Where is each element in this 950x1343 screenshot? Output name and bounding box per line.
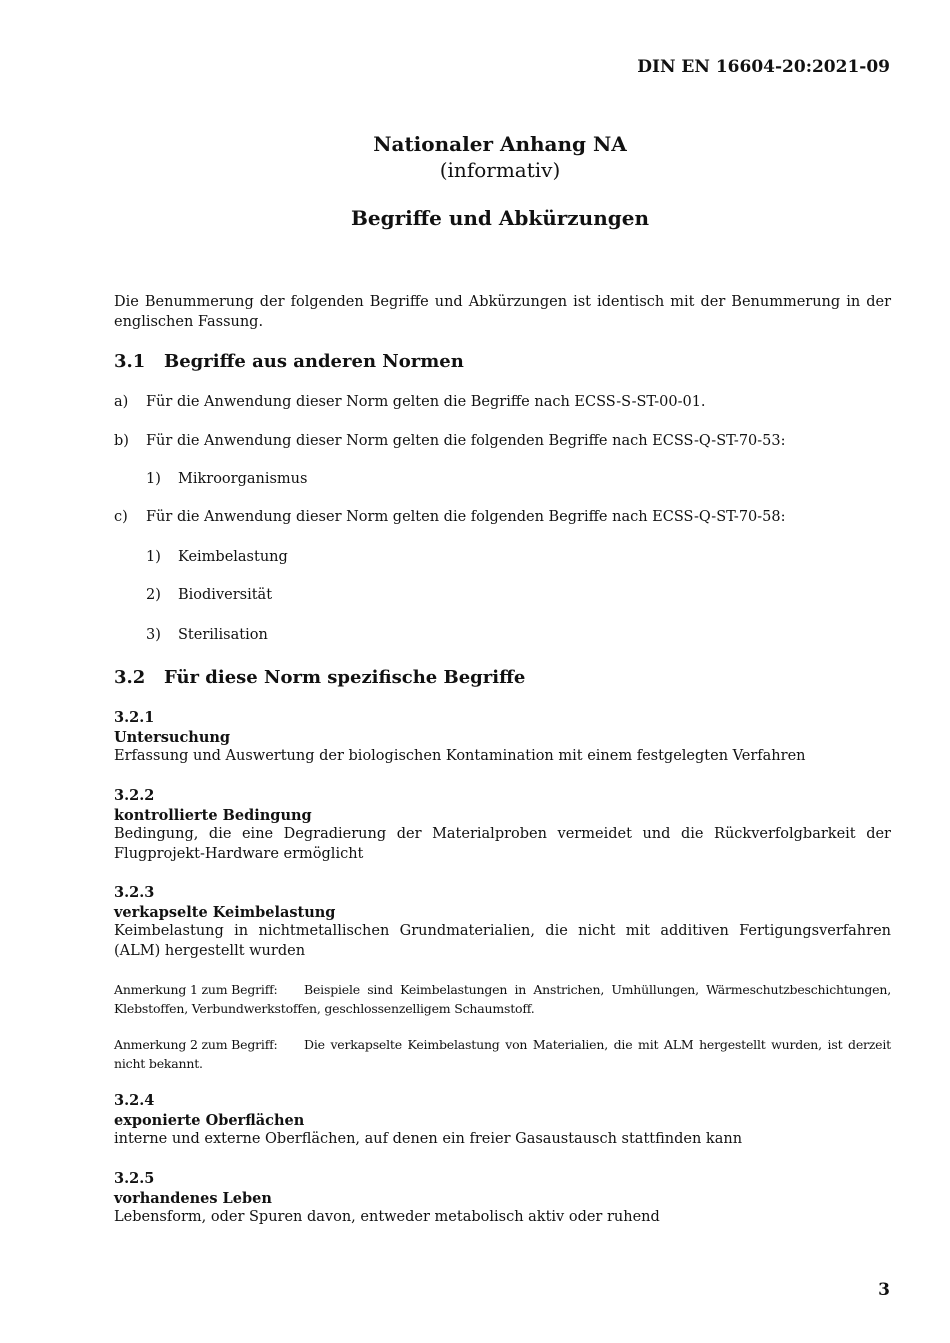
note-text: Beispiele sind Keimbelastungen in Anstrichen, Umhüllungen, Wärmeschutzbeschichtungen, Klebstoffen, Verbundwerkstoffen, geschlossenzelligem Schaumstoff. <box>114 982 891 1016</box>
term-entry <box>114 883 891 961</box>
section-3-1-heading <box>114 351 464 372</box>
list-marker: 2) <box>146 587 161 603</box>
term-definition: Keimbelastung in nichtmetallischen Grundmaterialien, die nicht mit additiven Fertigungsverfahren (ALM) hergestellt wurden <box>114 923 891 959</box>
document-id: DIN EN 16604-20:2021-09 <box>637 57 890 77</box>
term-number: 3.2.4 <box>114 1092 155 1109</box>
term-name: vorhandenes Leben <box>114 1189 272 1207</box>
term-number: 3.2.1 <box>114 709 155 726</box>
list-marker: c) <box>114 509 128 525</box>
term-name: Untersuchung <box>114 728 231 746</box>
term-number: 3.2.2 <box>114 787 155 804</box>
term-definition: Bedingung, die eine Degradierung der Materialproben vermeidet und die Rückverfolgbarkeit der Flugprojekt-Hardware ermöglicht <box>114 826 891 862</box>
list-item <box>146 627 268 643</box>
term-note <box>114 1036 891 1073</box>
term-definition: Erfassung und Auswertung der biologischen Kontamination mit einem festgelegten Verfahren <box>114 748 806 764</box>
list-marker: 3) <box>146 627 161 643</box>
list-marker: 1) <box>146 549 161 565</box>
term-name: exponierte Oberflächen <box>114 1111 305 1129</box>
list-marker: a) <box>114 394 129 410</box>
list-item <box>114 509 786 525</box>
list-text: Für die Anwendung dieser Norm gelten die folgenden Begriffe nach ECSS-Q-ST-70-58: <box>146 509 786 525</box>
term-entry <box>114 1091 891 1150</box>
list-text: Für die Anwendung dieser Norm gelten die Begriffe nach ECSS-S-ST-00-01. <box>146 394 706 410</box>
section-number: 3.2 <box>114 667 146 688</box>
section-number: 3.1 <box>114 351 146 372</box>
term-note <box>114 981 891 1018</box>
term-number: 3.2.3 <box>114 884 155 901</box>
term-definition: interne und externe Oberflächen, auf denen ein freier Gasaustausch stattfinden kann <box>114 1131 743 1147</box>
list-marker: 1) <box>146 471 161 487</box>
term-entry <box>114 708 891 767</box>
term-definition: Lebensform, oder Spuren davon, entweder metabolisch aktiv oder ruhend <box>114 1209 660 1225</box>
list-text: Biodiversität <box>178 587 273 603</box>
annex-heading: Begriffe und Abkürzungen <box>350 206 649 230</box>
term-name: verkapselte Keimbelastung <box>114 903 336 921</box>
list-text: Mikroorganismus <box>178 471 308 487</box>
term-number: 3.2.5 <box>114 1170 155 1187</box>
list-item <box>146 587 272 603</box>
list-item <box>114 394 706 410</box>
intro-paragraph: Die Benummerung der folgenden Begriffe und Abkürzungen ist identisch mit der Benummerung in der englischen Fassung. <box>114 294 891 330</box>
list-item <box>146 471 307 487</box>
annex-subtitle: (informativ) <box>439 158 561 182</box>
list-text: Keimbelastung <box>178 549 288 565</box>
note-label: Anmerkung 1 zum Begriff: <box>114 982 278 997</box>
term-entry <box>114 1169 891 1228</box>
list-item <box>146 549 288 565</box>
note-text: Die verkapselte Keimbelastung von Materialien, die mit ALM hergestellt wurden, ist derzeit nicht bekannt. <box>114 1037 891 1071</box>
note-label: Anmerkung 2 zum Begriff: <box>114 1037 278 1052</box>
term-entry <box>114 786 891 864</box>
section-3-2-heading <box>114 667 525 688</box>
list-item <box>114 433 786 449</box>
page-number: 3 <box>878 1280 890 1300</box>
term-name: kontrollierte Bedingung <box>114 806 312 824</box>
list-marker: b) <box>114 433 129 449</box>
list-text: Für die Anwendung dieser Norm gelten die folgenden Begriffe nach ECSS-Q-ST-70-53: <box>146 433 786 449</box>
section-title: Für diese Norm spezifische Begriffe <box>164 667 526 688</box>
section-title: Begriffe aus anderen Normen <box>164 351 464 372</box>
list-text: Sterilisation <box>178 627 268 643</box>
annex-title: Nationaler Anhang NA <box>373 132 627 156</box>
